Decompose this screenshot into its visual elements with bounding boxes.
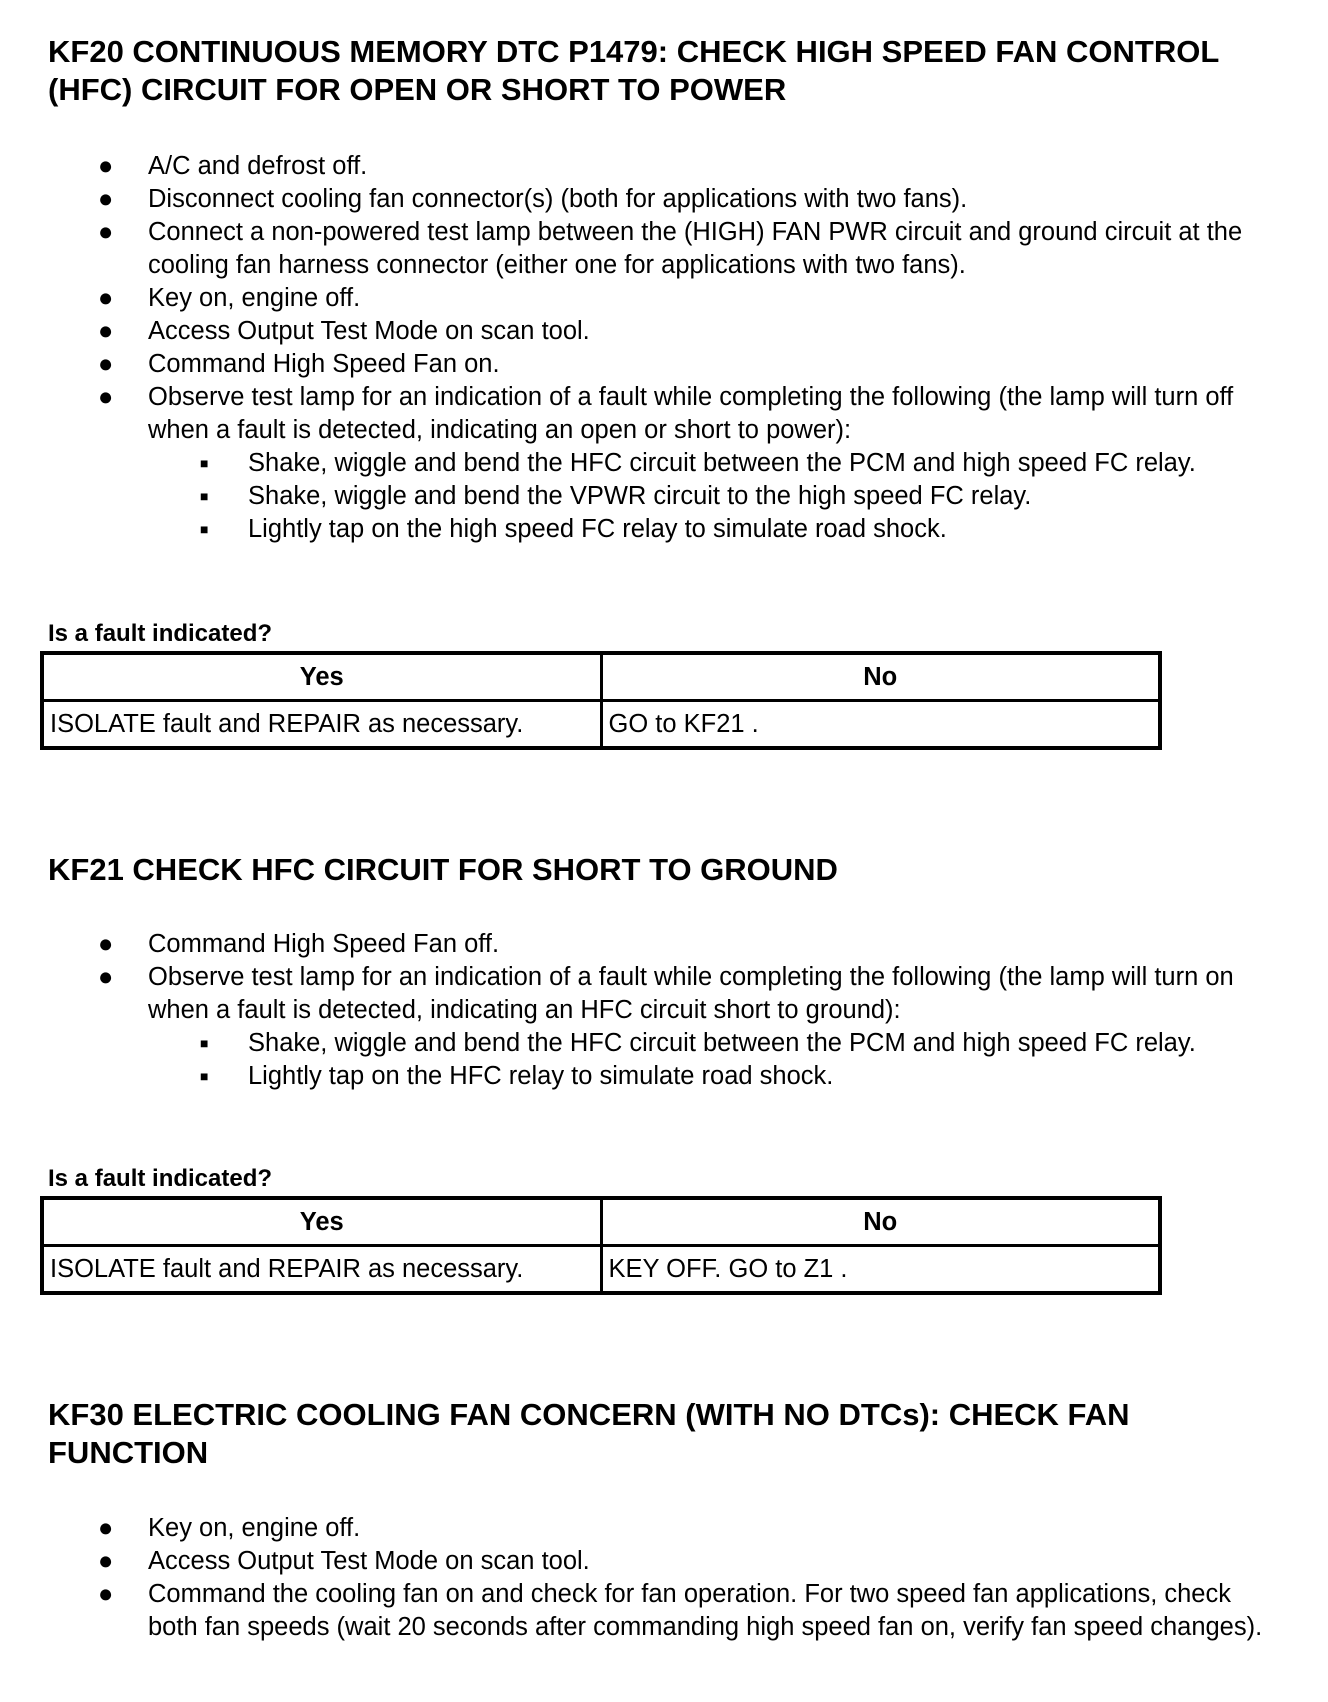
list-item: ● Disconnect cooling fan connector(s) (both for applications with two fans).	[0, 183, 1268, 216]
sub-list-item: ■ Lightly tap on the HFC relay to simulate road shock.	[0, 1060, 1258, 1093]
section-title-kf20: KF20 CONTINUOUS MEMORY DTC P1479: CHECK HIGH SPEED FAN CONTROL (HFC) CIRCUIT FOR OPEN OR SHORT TO POWER	[48, 34, 1219, 107]
square-bullet-icon: ■	[200, 455, 209, 471]
bullet-icon: ●	[98, 1547, 114, 1575]
list-item: ● Observe test lamp for an indication of a fault while completing the following (the lamp will turn off when a fault is detected, indicating an open or short to power):	[98, 383, 1234, 444]
square-bullet-icon: ■	[200, 1068, 209, 1084]
section-title-kf21: KF21 CHECK HFC CIRCUIT FOR SHORT TO GROUND	[48, 852, 838, 887]
list-item: ● Key on, engine off.	[0, 282, 1268, 315]
yes-header: Yes	[42, 1198, 601, 1246]
bullet-icon: ●	[98, 963, 114, 991]
list-item: ● Command High Speed Fan on.	[0, 348, 1268, 381]
kf30-steps	[0, 1512, 1268, 1644]
yes-action: ISOLATE fault and REPAIR as necessary.	[42, 701, 601, 749]
no-header: No	[601, 1198, 1160, 1246]
bullet-icon: ●	[98, 383, 114, 411]
sub-list-item: ■ Shake, wiggle and bend the VPWR circuit to the high speed FC relay.	[0, 480, 1258, 513]
list-item: ● Access Output Test Mode on scan tool.	[0, 1545, 1268, 1578]
bullet-icon: ●	[98, 350, 114, 378]
yes-action: ISOLATE fault and REPAIR as necessary.	[42, 1246, 601, 1294]
list-item: ● Key on, engine off.	[0, 1512, 1268, 1545]
sub-list-item: ■ Shake, wiggle and bend the HFC circuit between the PCM and high speed FC relay.	[0, 1027, 1258, 1060]
no-action: GO to KF21 .	[601, 701, 1160, 749]
decision-table-kf20	[40, 651, 1162, 750]
list-item: ● Command the cooling fan on and check for fan operation. For two speed fan applications, check both fan speeds (wait 20 seconds after commanding high speed fan on, verify fan speed changes).	[98, 1580, 1263, 1641]
list-item: ● A/C and defrost off.	[0, 150, 1268, 183]
kf20-steps	[0, 150, 1268, 546]
list-item: ● Connect a non-powered test lamp between the (HIGH) FAN PWR circuit and ground circuit at the cooling fan harness connector (either one for applications with two fans).	[98, 218, 1243, 279]
list-item: ● Access Output Test Mode on scan tool.	[0, 315, 1268, 348]
bullet-icon: ●	[98, 317, 114, 345]
bullet-icon: ●	[98, 284, 114, 312]
bullet-icon: ●	[98, 185, 114, 213]
kf21-steps	[0, 928, 1268, 1093]
square-bullet-icon: ■	[200, 1035, 209, 1051]
bullet-icon: ●	[98, 1580, 114, 1608]
no-header: No	[601, 653, 1160, 701]
square-bullet-icon: ■	[200, 488, 209, 504]
square-bullet-icon: ■	[200, 521, 209, 537]
fault-question: Is a fault indicated?	[48, 620, 273, 647]
bullet-icon: ●	[98, 152, 114, 180]
yes-header: Yes	[42, 653, 601, 701]
no-action: KEY OFF. GO to Z1 .	[601, 1246, 1160, 1294]
decision-table-kf21	[40, 1196, 1162, 1295]
bullet-icon: ●	[98, 930, 114, 958]
list-item: ● Command High Speed Fan off.	[0, 928, 1268, 961]
list-item: ● Observe test lamp for an indication of a fault while completing the following (the lamp will turn on when a fault is detected, indicating an HFC circuit short to ground):	[98, 963, 1234, 1024]
bullet-icon: ●	[98, 1514, 114, 1542]
bullet-icon: ●	[98, 218, 114, 246]
section-title-kf30: KF30 ELECTRIC COOLING FAN CONCERN (WITH NO DTCs): CHECK FAN FUNCTION	[48, 1397, 1130, 1470]
fault-question: Is a fault indicated?	[48, 1165, 273, 1192]
sub-list-item: ■ Lightly tap on the high speed FC relay to simulate road shock.	[0, 513, 1258, 546]
sub-list-item: ■ Shake, wiggle and bend the HFC circuit between the PCM and high speed FC relay.	[0, 447, 1258, 480]
